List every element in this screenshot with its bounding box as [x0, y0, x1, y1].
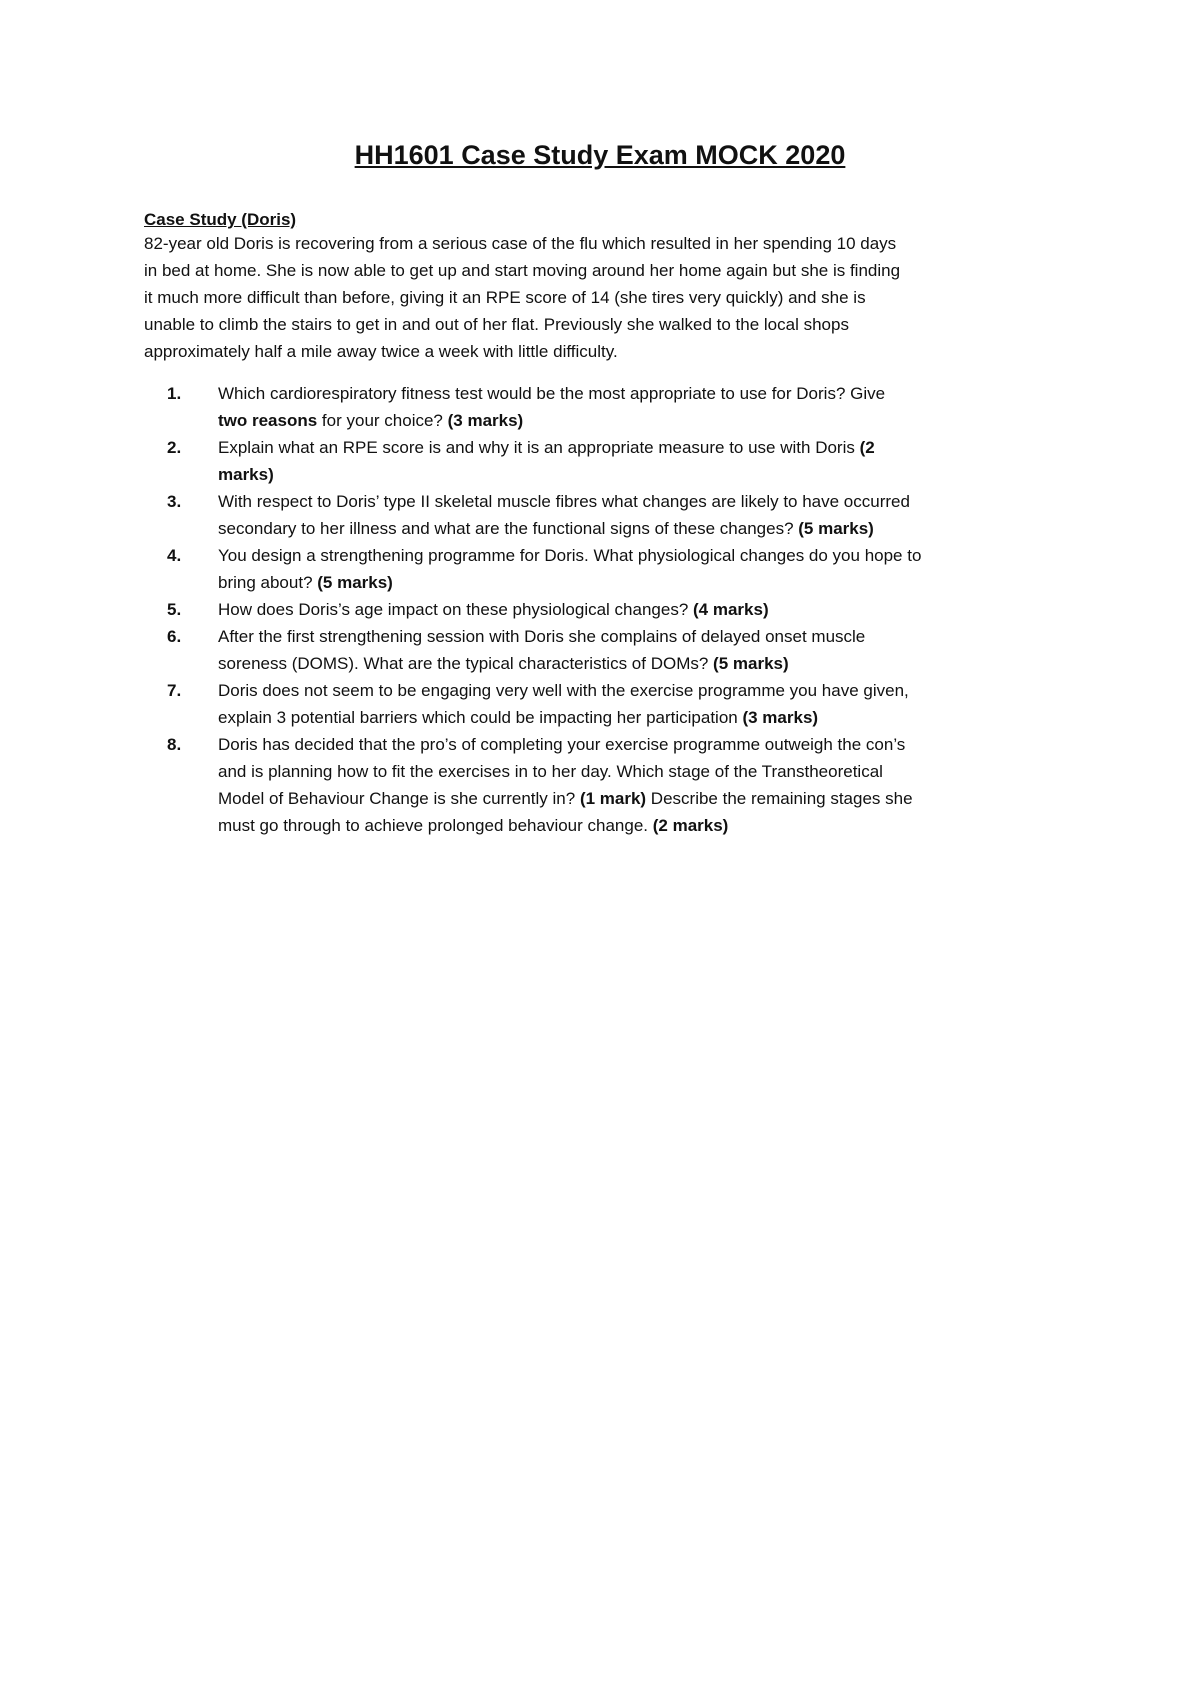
- case-study-heading: Case Study (Doris): [144, 210, 297, 229]
- question-line: [218, 380, 921, 407]
- question-number: 3.: [167, 492, 182, 511]
- question-text: With respect to Doris’ type II skeletal muscle fibres what changes are likely to have occurred: [218, 492, 910, 511]
- question-number: 4.: [167, 546, 182, 565]
- question-line: [218, 731, 921, 758]
- question-number: 6.: [167, 627, 182, 646]
- question-emphasis: (2 marks): [652, 816, 729, 835]
- question-line: [218, 785, 921, 812]
- question-emphasis: two reasons: [218, 411, 318, 430]
- question-line: [218, 812, 921, 839]
- question-emphasis: (3 marks): [742, 708, 819, 727]
- question-text: for your choice?: [317, 411, 448, 430]
- question-number: 1.: [167, 384, 182, 403]
- question-item: [144, 623, 921, 677]
- paragraph-line: unable to climb the stairs to get in and out of her flat. Previously she walked to the local shops: [144, 315, 849, 334]
- question-emphasis: (2: [859, 438, 875, 457]
- question-line: [218, 704, 921, 731]
- question-text: Describe the remaining stages she: [646, 789, 913, 808]
- question-emphasis: (1 mark): [579, 789, 647, 808]
- paragraph-line: it much more difficult than before, giving it an RPE score of 14 (she tires very quickly) and she is: [144, 288, 866, 307]
- question-list: [144, 380, 921, 839]
- question-line: [218, 596, 921, 623]
- paragraph-line: in bed at home. She is now able to get up and start moving around her home again but she is finding: [144, 261, 901, 280]
- question-line: [218, 434, 921, 461]
- question-line: [218, 650, 921, 677]
- question-emphasis: (5 marks): [798, 519, 874, 538]
- question-item: [144, 380, 921, 434]
- question-text: How does Doris’s age impact on these physiological changes?: [218, 600, 694, 619]
- question-text: must go through to achieve prolonged behaviour change.: [218, 816, 653, 835]
- question-emphasis: (3 marks): [447, 411, 524, 430]
- question-text: Doris has decided that the pro’s of completing your exercise programme outweigh the con’s: [218, 735, 906, 754]
- paragraph-line: 82-year old Doris is recovering from a serious case of the flu which resulted in her spending 10 days: [144, 234, 897, 253]
- question-text: explain 3 potential barriers which could be impacting her participation: [218, 708, 743, 727]
- question-text: Explain what an RPE score is and why it is an appropriate measure to use with Doris: [218, 438, 860, 457]
- question-line: [218, 758, 921, 785]
- question-item: [144, 596, 921, 623]
- question-line: [218, 677, 921, 704]
- question-emphasis: (5 marks): [317, 573, 393, 592]
- question-emphasis: marks): [218, 465, 274, 484]
- question-number: 8.: [167, 735, 182, 754]
- question-text: soreness (DOMS). What are the typical characteristics of DOMs?: [218, 654, 714, 673]
- question-line: [218, 623, 921, 650]
- question-text: and is planning how to fit the exercises in to her day. Which stage of the Transtheoretical: [218, 762, 883, 781]
- question-line: [218, 542, 921, 569]
- question-text: You design a strengthening programme for Doris. What physiological changes do you hope to: [218, 546, 922, 565]
- case-description: [144, 230, 900, 365]
- question-text: Model of Behaviour Change is she currently in?: [218, 789, 580, 808]
- question-emphasis: (5 marks): [713, 654, 789, 673]
- question-item: [144, 542, 921, 596]
- question-text: After the first strengthening session with Doris she complains of delayed onset muscle: [218, 627, 866, 646]
- question-text: Doris does not seem to be engaging very well with the exercise programme you have given,: [218, 681, 909, 700]
- question-emphasis: (4 marks): [693, 600, 769, 619]
- question-line: [218, 461, 921, 488]
- question-text: secondary to her illness and what are the functional signs of these changes?: [218, 519, 799, 538]
- paragraph-line: approximately half a mile away twice a week with little difficulty.: [144, 342, 618, 361]
- question-item: [144, 434, 921, 488]
- question-line: [218, 488, 921, 515]
- question-line: [218, 515, 921, 542]
- question-text: Which cardiorespiratory fitness test would be the most appropriate to use for Doris? Give: [218, 384, 886, 403]
- question-number: 5.: [167, 600, 182, 619]
- question-item: [144, 731, 921, 839]
- question-number: 2.: [167, 438, 182, 457]
- question-line: [218, 569, 921, 596]
- question-line: [218, 407, 921, 434]
- question-item: [144, 488, 921, 542]
- page-title: HH1601 Case Study Exam MOCK 2020: [354, 140, 846, 170]
- question-text: bring about?: [218, 573, 318, 592]
- question-item: [144, 677, 921, 731]
- question-number: 7.: [167, 681, 182, 700]
